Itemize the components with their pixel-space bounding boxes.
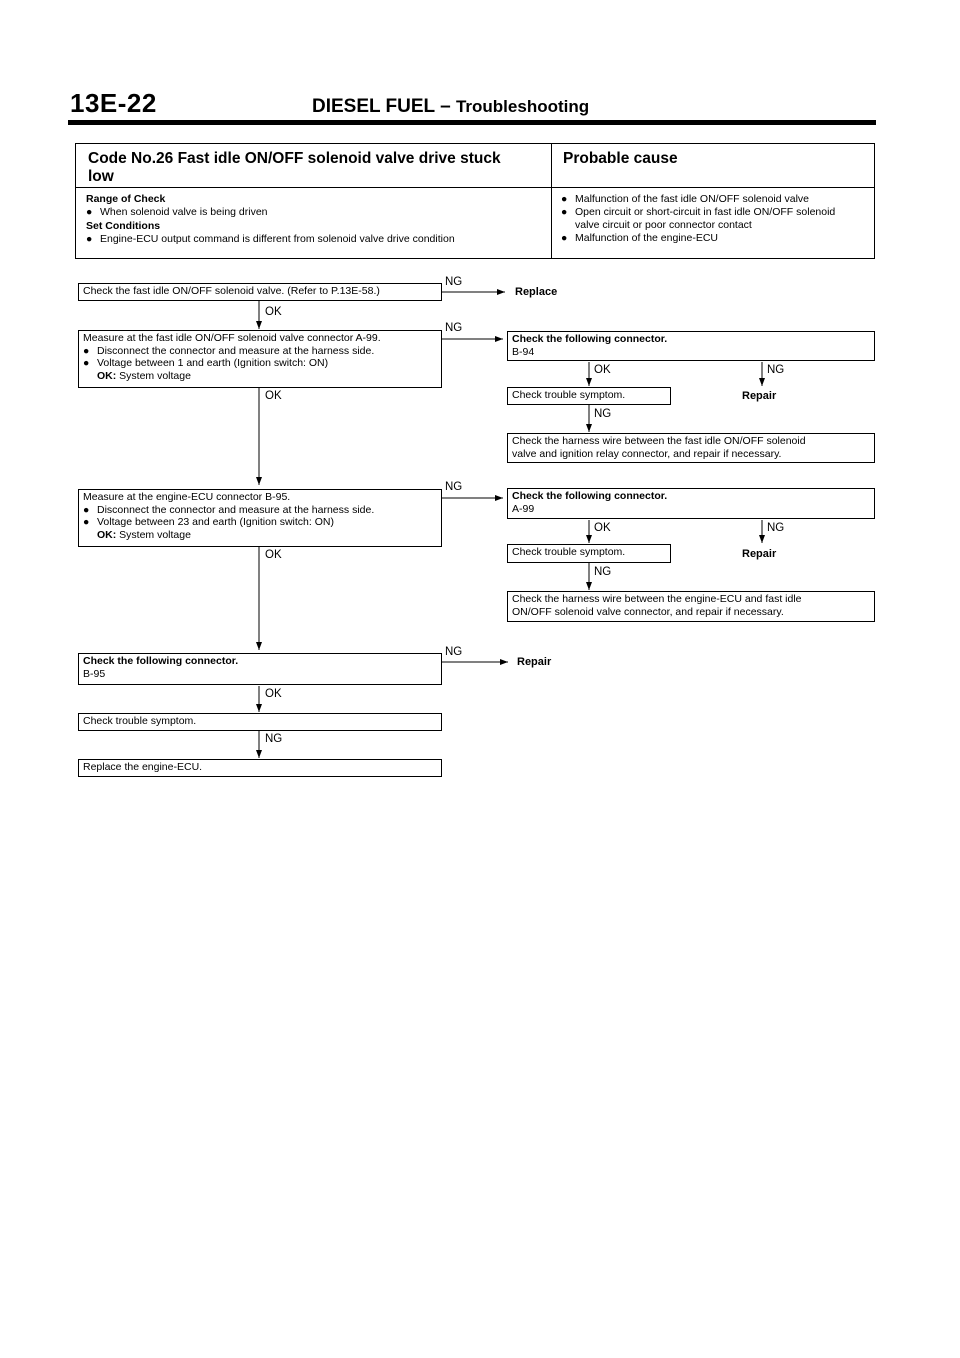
ng-label: NG <box>445 646 463 658</box>
step-replace-ecu: Replace the engine-ECU. <box>78 759 442 777</box>
result-repair: Repair <box>742 548 777 560</box>
ok-label: OK <box>594 364 611 376</box>
set-item: ● Engine-ECU output command is different from solenoid valve drive condition <box>86 233 455 245</box>
step-check-solenoid: Check the fast idle ON/OFF solenoid valve. (Refer to P.13E-58.) <box>78 283 442 301</box>
cause-item: ● Malfunction of the engine-ECU <box>561 232 718 244</box>
branch-check-connector-a99: Check the following connector. A-99 <box>507 488 875 519</box>
step-check-connector-b95: Check the following connector. B-95 <box>78 653 442 685</box>
code-title: Code No.26 Fast idle ON/OFF solenoid valve drive stuck low <box>88 150 501 185</box>
branch-check-trouble-symptom: Check trouble symptom. <box>507 387 671 405</box>
ok-label: OK <box>594 522 611 534</box>
range-item: ● When solenoid valve is being driven <box>86 206 268 218</box>
section-subtitle: Troubleshooting <box>455 97 590 116</box>
ng-label: NG <box>445 481 463 493</box>
branch-check-trouble-symptom: Check trouble symptom. <box>507 544 671 563</box>
title-dash: – <box>440 96 451 117</box>
step-measure-solenoid-connector: Measure at the fast idle ON/OFF solenoid valve connector A-99. ● Disconnect the connector and measure at the harness side. ● Voltage between 1 and earth (Ignition switch: ON) OK: System voltage <box>78 330 442 388</box>
result-repair: Repair <box>517 656 552 668</box>
ng-label: NG <box>594 566 612 578</box>
branch-check-connector-b94: Check the following connector. B-94 <box>507 331 875 361</box>
branch-check-harness-relay: Check the harness wire between the fast idle ON/OFF solenoid valve and ignition relay connector, and repair if necessary. <box>507 433 875 463</box>
result-replace: Replace <box>515 286 558 298</box>
ng-label: NG <box>767 364 785 376</box>
cause-item-continued: valve circuit or poor connector contact <box>575 219 752 231</box>
page-number: 13E-22 <box>70 88 157 118</box>
ng-label: NG <box>594 408 612 420</box>
ng-label: NG <box>265 733 283 745</box>
ng-label: NG <box>445 322 463 334</box>
set-heading: Set Conditions <box>86 220 161 232</box>
ok-label: OK <box>265 688 282 700</box>
range-heading: Range of Check <box>86 193 166 205</box>
cause-item: ● Open circuit or short-circuit in fast idle ON/OFF solenoid <box>561 206 836 218</box>
ok-label: OK <box>265 306 282 318</box>
step-measure-ecu-connector: Measure at the engine-ECU connector B-95. ● Disconnect the connector and measure at the harness side. ● Voltage between 23 and earth (Ignition switch: ON) OK: System voltage <box>78 489 442 547</box>
ng-label: NG <box>767 522 785 534</box>
probable-cause-heading: Probable cause <box>563 150 678 167</box>
step-check-trouble-symptom: Check trouble symptom. <box>78 713 442 731</box>
ng-label: NG <box>445 276 463 288</box>
branch-check-harness-ecu: Check the harness wire between the engine-ECU and fast idle ON/OFF solenoid valve connector, and repair if necessary. <box>507 591 875 622</box>
ok-label: OK <box>265 549 282 561</box>
section-title: DIESEL FUEL <box>312 96 435 117</box>
ok-label: OK <box>265 390 282 402</box>
cause-item: ● Malfunction of the fast idle ON/OFF solenoid valve <box>561 193 810 205</box>
result-repair: Repair <box>742 390 777 402</box>
